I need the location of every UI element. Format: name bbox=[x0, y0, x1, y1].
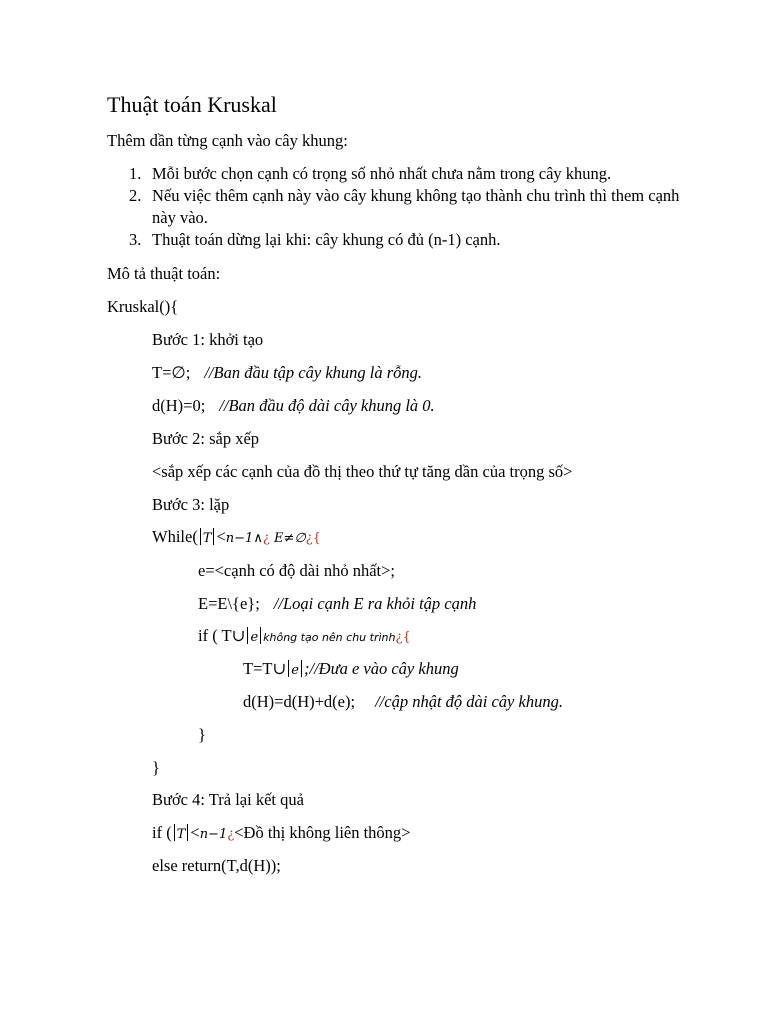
code-t-init-line bbox=[152, 363, 422, 383]
code-t-init: T=∅; bbox=[152, 363, 191, 382]
list-item-text: Mỗi bước chọn cạnh có trọng số nhỏ nhất chưa nằm trong cây khung. bbox=[152, 164, 612, 183]
code-if2-lt: < bbox=[190, 823, 200, 842]
intro-text: Thêm dần từng cạnh vào cây khung: bbox=[107, 131, 348, 150]
list-item bbox=[107, 229, 697, 251]
list-item-text: Nếu việc thêm cạnh này vào cây khung không tạo thành chu trình thì them cạnh này vào. bbox=[152, 186, 680, 227]
code-while-e: E≠∅ bbox=[269, 531, 306, 546]
abs-bar bbox=[200, 528, 201, 545]
code-t-union-e: e bbox=[291, 663, 299, 678]
list-item-number: 3. bbox=[129, 230, 142, 249]
code-e-remove-line bbox=[198, 594, 476, 614]
code-if2-text: <Đồ thị không liên thông> bbox=[234, 823, 411, 842]
code-while-line bbox=[152, 527, 321, 547]
code-if2-n1: n−1 bbox=[199, 827, 228, 842]
code-step4-label: Bước 4: Trả lại kết quả bbox=[152, 790, 304, 809]
code-dh-update-comment: //cập nhật độ dài cây khung. bbox=[375, 692, 563, 711]
code-while-lt: < bbox=[216, 527, 226, 546]
list-item bbox=[107, 185, 697, 229]
code-dh-init-line bbox=[152, 396, 435, 416]
set-bar bbox=[247, 627, 248, 644]
code-e-assign: e=<cạnh có độ dài nhỏ nhất>; bbox=[198, 561, 395, 580]
code-step3-label: Bước 3: lặp bbox=[152, 495, 230, 514]
code-while-n1: n−1∧ bbox=[225, 531, 263, 546]
code-dh-update-line bbox=[243, 692, 563, 712]
code-if-e: e bbox=[250, 630, 259, 645]
code-t-union-line bbox=[243, 659, 459, 679]
code-dh-init: d(H)=0; bbox=[152, 396, 206, 415]
code-t-union-prefix: T=T∪ bbox=[243, 659, 287, 678]
description-heading: Mô tả thuật toán: bbox=[107, 264, 221, 283]
code-if2-prefix: if ( bbox=[152, 823, 172, 842]
code-while-q2: ¿{ bbox=[305, 531, 321, 546]
set-bar bbox=[260, 627, 261, 644]
code-else-line: else return(T,d(H)); bbox=[152, 856, 281, 875]
code-if-condition: không tạo nên chu trình bbox=[263, 631, 396, 644]
set-bar bbox=[301, 660, 302, 677]
code-e-remove-comment: //Loại cạnh E ra khỏi tập cạnh bbox=[273, 594, 477, 613]
code-while-t: T bbox=[202, 531, 212, 546]
set-bar bbox=[288, 660, 289, 677]
code-close-outer: } bbox=[152, 758, 160, 777]
code-if-line bbox=[198, 626, 411, 646]
code-if2-q: ¿ bbox=[227, 827, 235, 842]
code-sort-line: <sắp xếp các cạnh của đồ thị theo thứ tự tăng dần của trọng số> bbox=[152, 462, 573, 481]
code-if2-t: T bbox=[176, 827, 186, 842]
abs-bar bbox=[213, 528, 214, 545]
code-t-union-comment: ;//Đưa e vào cây khung bbox=[304, 659, 459, 678]
code-while-prefix: While( bbox=[152, 527, 198, 546]
code-e-remove: E=E\{e}; bbox=[198, 594, 260, 613]
code-dh-update: d(H)=d(H)+d(e); bbox=[243, 692, 356, 711]
code-while-q1: ¿ bbox=[262, 531, 270, 546]
list-item-number: 1. bbox=[129, 164, 142, 183]
code-if-q: ¿{ bbox=[395, 630, 411, 645]
code-function-header: Kruskal(){ bbox=[107, 297, 179, 316]
code-step1-label: Bước 1: khởi tạo bbox=[152, 330, 264, 349]
list-item-text: Thuật toán dừng lại khi: cây khung có đủ (n-1) cạnh. bbox=[152, 230, 501, 249]
page-title: Thuật toán Kruskal bbox=[107, 92, 277, 117]
code-dh-init-comment: //Ban đầu độ dài cây khung là 0. bbox=[219, 396, 435, 415]
list-item bbox=[107, 163, 697, 185]
code-close-inner: } bbox=[198, 725, 206, 744]
steps-list bbox=[107, 163, 697, 251]
code-t-init-comment: //Ban đầu tập cây khung là rỗng. bbox=[204, 363, 423, 382]
code-if-prefix: if ( T∪ bbox=[198, 626, 246, 645]
code-step2-label: Bước 2: sắp xếp bbox=[152, 429, 260, 448]
code-if2-line bbox=[152, 823, 411, 843]
list-item-number: 2. bbox=[129, 186, 142, 205]
abs-bar bbox=[174, 824, 175, 841]
abs-bar bbox=[187, 824, 188, 841]
